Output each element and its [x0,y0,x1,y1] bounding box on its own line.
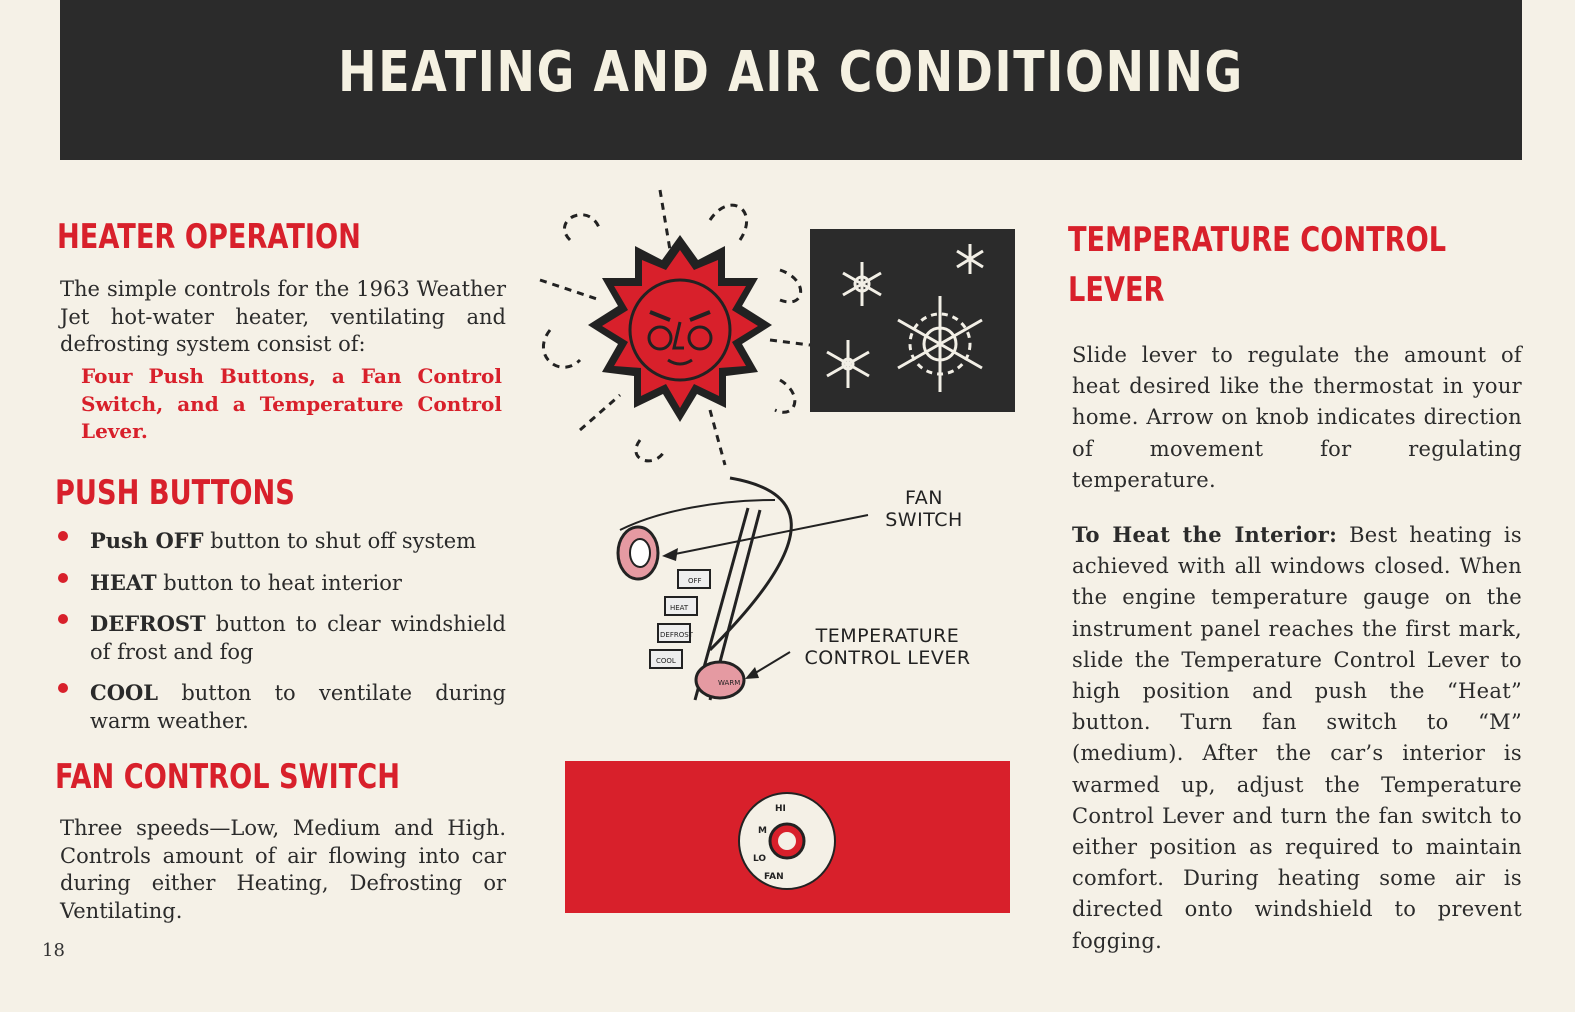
heading-temperature-control: TEMPERATURE CONTROL LEVER [1068,220,1447,310]
fan-dial-panel [565,761,1010,913]
page-number: 18 [42,940,65,961]
bullet-icon [58,573,68,583]
heater-highlight: Four Push Buttons, a Fan Control Switch, and a Temperature Control Lever. [81,364,502,443]
temperature-lever-label: TEMPERATURE CONTROL LEVER [804,625,971,669]
list-item: HEAT button to heat interior [58,569,506,598]
heat-interior-text: To Heat the Interior: Best heating is achieved with all windows closed. When the engine temperature gauge on the instrument panel reaches the first mark, slide the Temperature Control Lever to high position and push the “Heat” button. Turn fan switch to “M” (medium). After the car’s interior is warmed up, adjust the Temperature Control Lever and turn the fan switch to either position as required to maintain comfort. During heating some air is directed onto windshield to prevent fogging. [1072,522,1522,953]
fan-dial-icon [565,761,1010,913]
list-item: DEFROST button to clear windshield of frost and fog [58,610,506,666]
snowflake-panel [810,229,1015,412]
heater-intro: The simple controls for the 1963 Weather Jet hot-water heater, ventilating and defrosting system consist of: [60,277,506,356]
fan-switch-label: FAN SWITCH [885,487,963,531]
list-item: Push OFF button to shut off system [58,527,506,556]
button-label-heat: HEAT [670,604,689,612]
button-label-defrost: DEFROST [660,631,693,639]
heater-controls-diagram [600,470,870,720]
temperature-lever-text: Slide lever to regulate the amount of heat desired like the thermostat in your home. Arrow on knob indicates direction of movement for regulating temperature. [1072,343,1522,492]
button-label-cool: COOL [656,657,676,665]
button-label-off: OFF [688,577,702,585]
bullet-icon [58,531,68,541]
heading-push-buttons: PUSH BUTTONS [55,473,295,513]
heading-fan-control: FAN CONTROL SWITCH [55,757,401,797]
title-banner [60,0,1522,160]
sun-icon [530,180,810,470]
knob-label: WARM [718,679,741,687]
snowflake-icon [810,229,1015,412]
fan-control-text: Three speeds—Low, Medium and High. Controls amount of air flowing into car during either Heating, Defrosting or Ventilating. [60,816,506,923]
page-title: HEATING AND AIR CONDITIONING [338,40,1244,105]
dial-label-m: M [758,826,767,836]
push-button-list [58,527,506,748]
bullet-icon [58,683,68,693]
dial-label-lo: LO [753,854,767,864]
heading-heater-operation: HEATER OPERATION [57,217,361,257]
dial-label-hi: HI [775,804,786,814]
bullet-icon [58,614,68,624]
list-item: COOL button to ventilate during warm weather. [58,679,506,735]
dial-label-fan: FAN [764,872,784,882]
